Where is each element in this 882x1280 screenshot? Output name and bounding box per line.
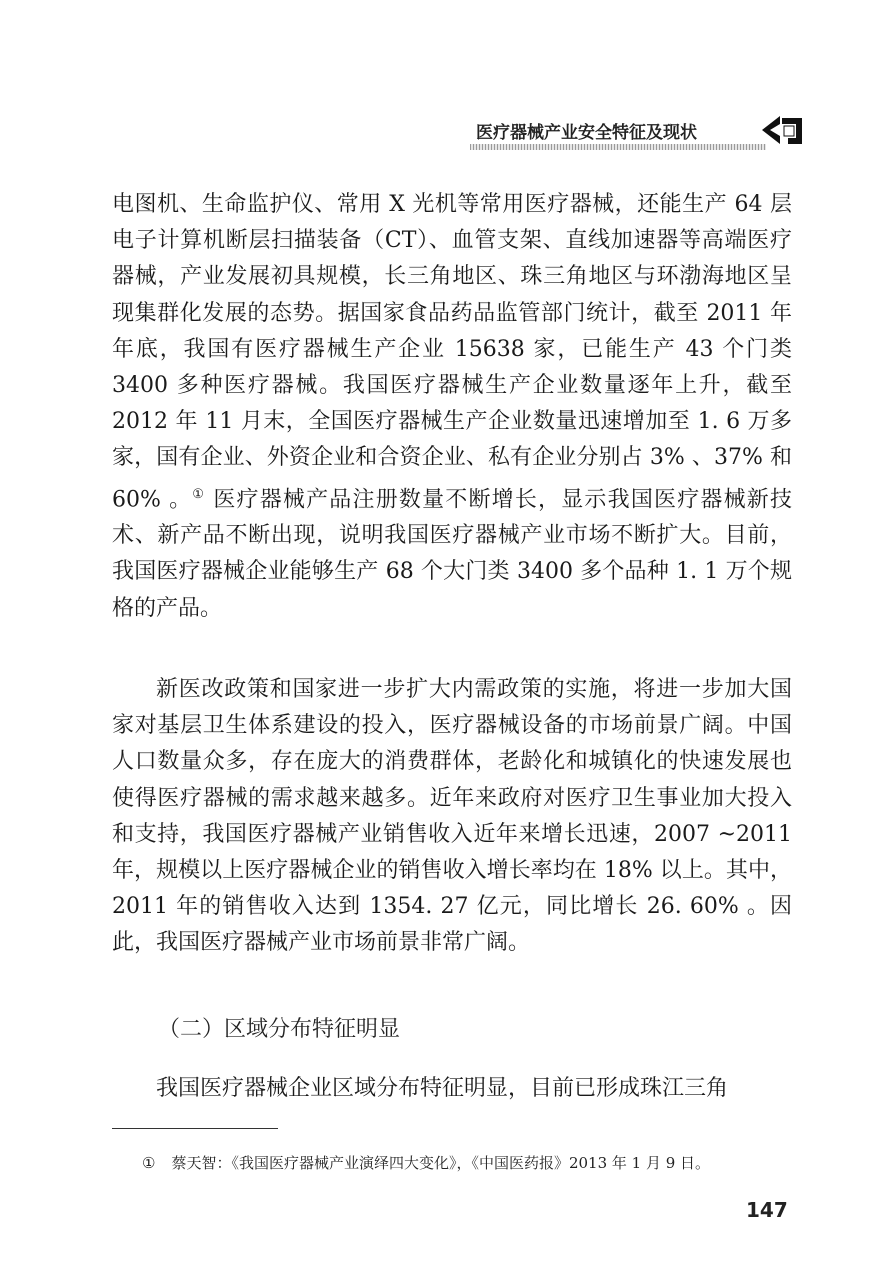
body-paragraph-1: [112, 187, 792, 627]
header-rule: [470, 144, 766, 150]
body-paragraph-2: 新医改政策和国家进一步扩大内需政策的实施，将进一步加大国家对基层卫生体系建设的投入，医疗器械设备的市场前景广阔。中国人口数量众多，存在庞大的消费群体，老龄化和城镇化的快速发展也使得医疗器械的需求越来越多。近年来政府对医疗卫生事业加大投入和支持，我国医疗器械产业销售收入近年来增长迅速，2007 ~2011 年，规模以上医疗器械企业的销售收入增长率均在 18% 以上。其中，2011 年的销售收入达到 1354. 27 亿元，同比增长 26. 60% 。因此，我国医疗器械产业市场前景非常广阔。: [112, 677, 792, 956]
footnote-rule: [112, 1128, 278, 1129]
chapter-arrow-icon: [758, 112, 806, 148]
footnote: [142, 1152, 710, 1173]
footnote-text: 蔡天智：《我国医疗器械产业演绎四大变化》，《中国医药报》2013 年 1 月 9 日。: [171, 1154, 711, 1172]
paragraph-1-rest: 医疗器械产品注册数量不断增长，显示我国医疗器械新技术、新产品不断出现，说明我国医疗器械产业市场不断扩大。目前，我国医疗器械企业能够生产 68 个大门类 3400 多个品种 1. 1 万个规格的产品。: [112, 486, 792, 621]
running-header: 医疗器械产业安全特征及现状: [476, 123, 697, 143]
footnote-mark: ①: [142, 1154, 156, 1172]
footnote-ref: ①: [192, 486, 206, 502]
body-paragraph-3: 我国医疗器械企业区域分布特征明显，目前已形成珠江三角: [156, 1076, 729, 1101]
page-number: 147: [746, 1198, 788, 1222]
paragraph-1-text: 电图机、生命监护仪、常用 X 光机等常用医疗器械，还能生产 64 层电子计算机断层扫描装备（CT）、血管支架、直线加速器等高端医疗器械，产业发展初具规模，长三角地区、珠三角地区与环渤海地区呈现集群化发展的态势。据国家食品药品监管部门统计，截至 2011 年年底，我国有医疗器械生产企业 15638 家，已能生产 43 个门类 3400 多种医疗器械。我国医疗器械生产企业数量逐年上升，截至 2012 年 11 月末，全国医疗器械生产企业数量迅速增加至 1. 6 万多家，国有企业、外资企业和合资企业、私有企业分别占 3% 、37% 和 60% 。: [112, 192, 792, 512]
section-heading: （二）区域分布特征明显: [158, 1017, 401, 1042]
